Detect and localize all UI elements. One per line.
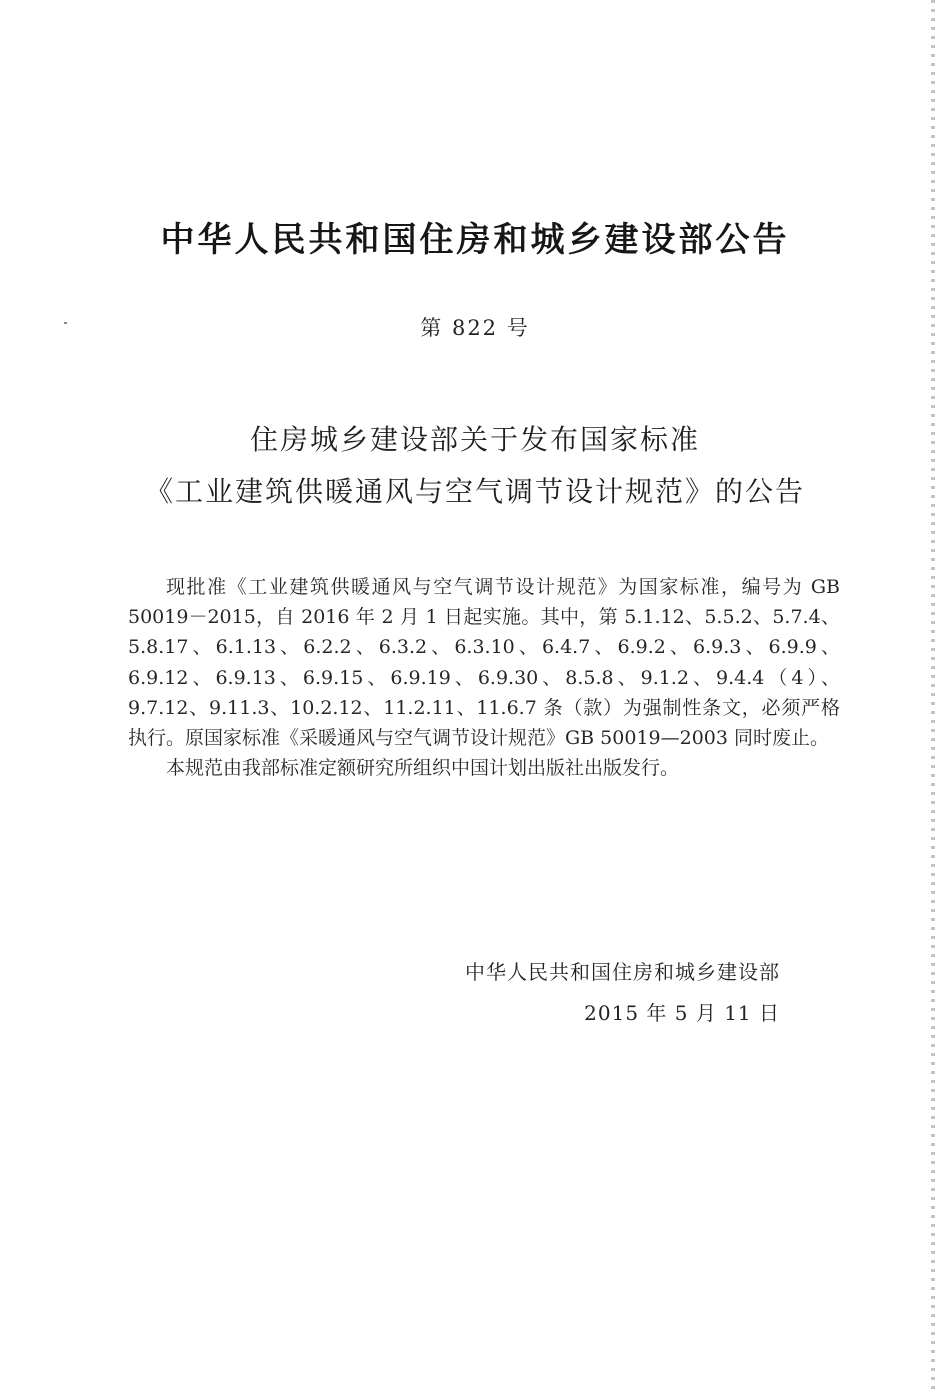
notice-subtitle-line-1: 住房城乡建设部关于发布国家标准 bbox=[249, 423, 700, 456]
body-paragraph-2: 本规范由我部标准定额研究所组织中国计划出版社出版发行。 bbox=[166, 757, 680, 780]
scan-edge-border bbox=[931, 0, 935, 1392]
body-paragraph-1: 现批准《工业建筑供暖通风与空气调节设计规范》为国家标准，编号为 GB 50019－2015，自 2016 年 2 月 1 日起实施。其中，第 5.1.12、5.5.2、5.7.4、5.8.17、6.1.13、6.2.2、6.3.2、6.3.10、6.4.7、6.9.2、6.9.3、6.9.9、6.9.12、6.9.13、6.9.15、6.9.19、6.9.30、8.5.8、9.1.2、9.4.4（4）、9.7.12、9.11.3、10.2.12、11.2.11、11.6.7 条（款）为强制性条文，必须严格执行。原国家标准《采暖通风与空气调节设计规范》GB 50019—2003 同时废止。 bbox=[128, 576, 840, 750]
notice-body bbox=[128, 572, 840, 783]
announcement-title: 中华人民共和国住房和城乡建设部公告 bbox=[160, 220, 790, 260]
signature-date: 2015 年 5 月 11 日 bbox=[584, 1001, 780, 1025]
signature-organization: 中华人民共和国住房和城乡建设部 bbox=[465, 960, 780, 984]
notice-subtitle-line-2: 《工业建筑供暖通风与空气调节设计规范》的公告 bbox=[144, 475, 805, 508]
announcement-number: 第 822 号 bbox=[420, 316, 530, 340]
